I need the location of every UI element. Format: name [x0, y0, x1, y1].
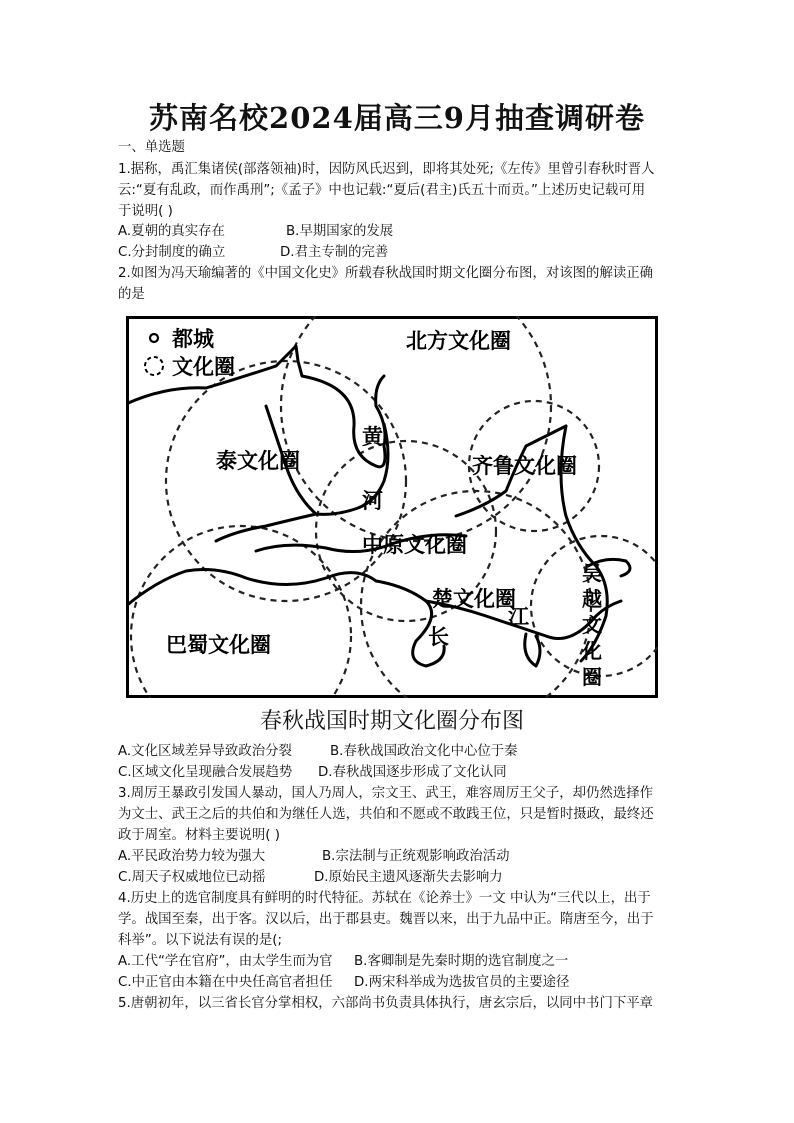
- map-caption: 春秋战国时期文化圈分布图: [259, 709, 524, 734]
- q2-option-c: C.区域文化呈现融合发展趋势: [118, 765, 293, 780]
- label-wuyue-4: 化: [582, 639, 602, 663]
- label-zhongyuan: 中原文化圈: [362, 533, 467, 557]
- legend-circle-label: 文化圈: [172, 355, 235, 379]
- q1-option-d: D.君主专制的完善: [280, 245, 389, 260]
- section-heading: 一、单选题: [118, 140, 185, 155]
- q4-line-1: 4.历史上的选官制度具有鲜明的时代特征。苏轼在《论养士》一文 中认为“三代以上，出于: [118, 891, 651, 906]
- culture-circle-map: [126, 316, 658, 698]
- label-jiang: 江: [508, 605, 529, 629]
- q4-line-2: 学。战国至秦，出于客。汉以后，出于郡县吏。魏晋以来，出于九品中正。隋唐至今，出于: [118, 912, 654, 927]
- q4-line-3: 科举”。以下说法有误的是(;: [118, 933, 282, 948]
- label-chang: 长: [428, 625, 449, 649]
- q3-line-1: 3.周厉王暴政引发国人暴动，国人乃周人，宗文王、武王，难容周厉王父子，却仍然选择作: [118, 786, 654, 801]
- q3-option-a: A.平民政治势力较为强大: [118, 849, 266, 864]
- q1-option-c: C.分封制度的确立: [118, 245, 226, 260]
- q4-option-c: C.中正官由本籍在中央任高官者担任: [118, 975, 333, 990]
- q1-line-1: 1.据称，禹汇集诸侯(部落领袖)时，因防风氏迟到，即将其处死;《左传》里曾引春秋时晋人: [118, 162, 655, 177]
- label-he: 河: [362, 489, 383, 513]
- q1-line-3: 于说明( ): [118, 204, 173, 219]
- label-wuyue-1: 吴: [582, 561, 602, 585]
- label-wuyue-5: 圈: [582, 665, 602, 689]
- label-chu: 楚文化圈: [432, 587, 516, 611]
- q3-option-d: D.原始民主遗风逐渐失去影响力: [314, 870, 503, 885]
- q2-option-d: D.春秋战国逐步形成了文化认同: [318, 765, 507, 780]
- q1-option-b: B.早期国家的发展: [286, 224, 394, 239]
- q1-line-2: 云:“夏有乱政，而作禹刑”;《孟子》中也记载:“夏后(君主)氏五十而贡。”上述历史记载可用: [118, 183, 646, 198]
- q2-option-b: B.春秋战国政治文化中心位于秦: [330, 744, 518, 759]
- q2-line-1: 2.如图为冯天瑜编著的《中国文化史》所载春秋战国时期文化圈分布图，对该图的解读正确: [118, 266, 654, 281]
- q5-line-1: 5.唐朝初年，以三省长官分掌相权，六部尚书负责具体执行，唐玄宗后，以同中书门下平章: [118, 996, 654, 1011]
- q4-option-d: D.两宋科举成为选拔官员的主要途径: [354, 975, 570, 990]
- q1-option-a: A.夏朝的真实存在: [118, 224, 225, 239]
- legend-capital-label: 都城: [172, 327, 214, 351]
- q3-line-2: 为文士、武王之后的共伯和为继任人选，共伯和不愿或不敢践王位，只是暂时摄政，最终还: [118, 807, 654, 822]
- q3-line-3: 政于周室。材料主要说明( ): [118, 828, 281, 843]
- q3-option-c: C.周天子权威地位已动摇: [118, 870, 266, 885]
- q3-option-b: B.宗法制与正统观影响政治活动: [322, 849, 510, 864]
- q2-line-2: 的是: [118, 287, 145, 302]
- label-north: 北方文化圈: [406, 329, 511, 353]
- exam-title: 苏南名校2024届高三9月抽查调研卷: [149, 101, 645, 135]
- label-huang: 黄: [362, 425, 383, 449]
- label-bashu: 巴蜀文化圈: [166, 633, 271, 657]
- label-wuyue-2: 越: [582, 587, 602, 611]
- label-wuyue-3: 文: [582, 613, 602, 637]
- q4-option-b: B.客卿制是先秦时期的选官制度之一: [354, 954, 569, 969]
- label-qilu: 齐鲁文化圈: [472, 454, 577, 478]
- label-qin: 泰文化圈: [216, 449, 300, 473]
- q2-option-a: A.文化区域差异导致政治分裂: [118, 744, 292, 759]
- q4-option-a: A.工代“学在官府”，由太学生而为官: [118, 954, 333, 969]
